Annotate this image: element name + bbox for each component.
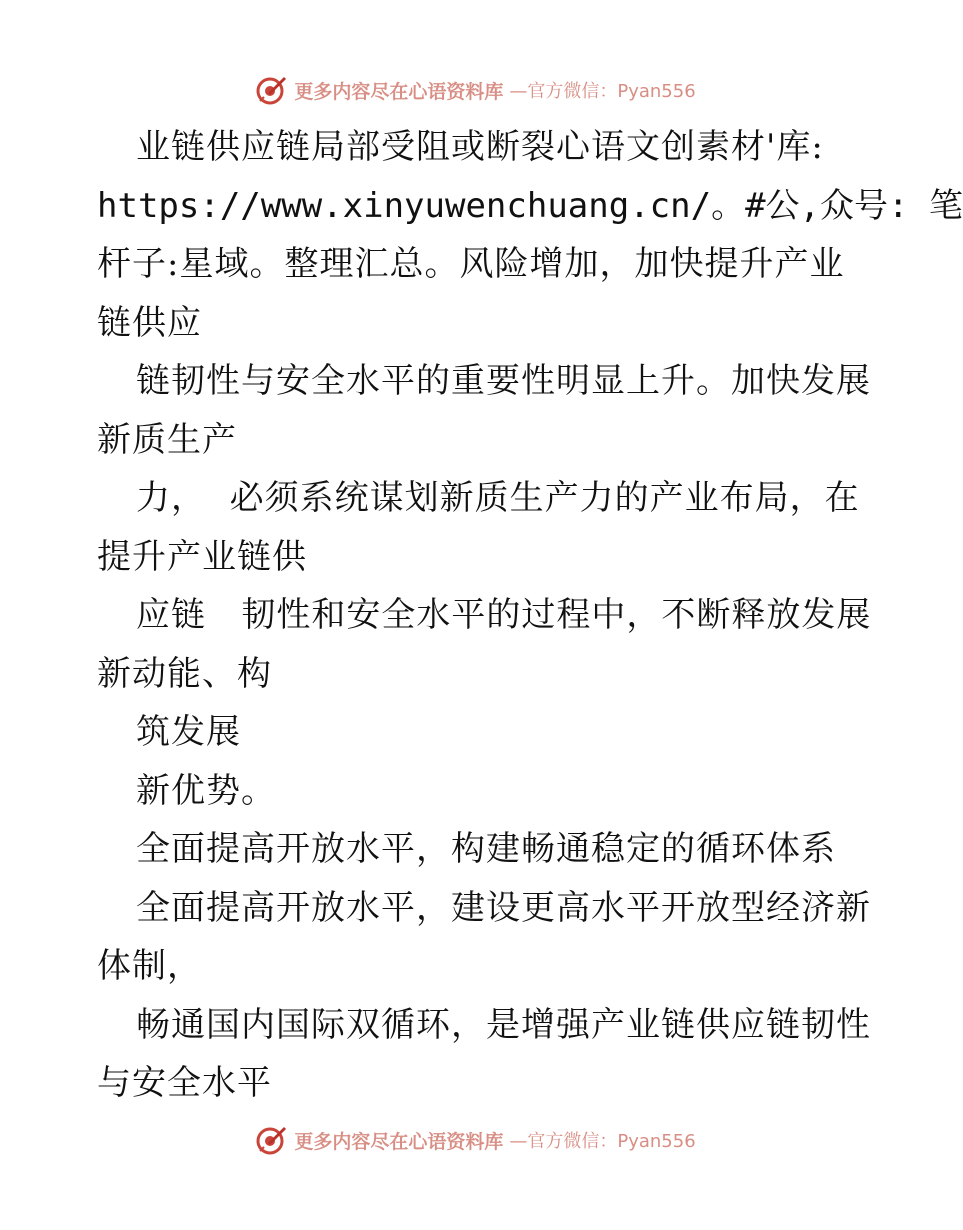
body-line-14: 全面提高开放水平，建设更高水平开放型经济新 [136, 887, 871, 928]
body-line-4: 链供应 [97, 302, 202, 343]
body-line-1: 业链供应链局部受阻或断裂心语文创素材'库: [136, 127, 824, 167]
body-line-2: https://www.xinyuwenchuang.cn/。#公,众号: 笔 [97, 185, 963, 226]
footer-banner [0, 1120, 950, 1160]
document-body [97, 118, 963, 1113]
footer-banner-title: 更多内容尽在心语资料库 [294, 1130, 504, 1153]
pen-logo-icon [254, 73, 288, 107]
body-line-12: 新优势。 [136, 770, 276, 811]
header-banner-title: 更多内容尽在心语资料库 [294, 80, 504, 103]
footer-banner-inner [254, 1123, 695, 1157]
body-line-6: 新质生产 [97, 419, 237, 460]
body-line-8: 提升产业链供 [97, 536, 307, 577]
body-line-10: 新动能、构 [97, 653, 272, 694]
body-line-11: 筑发展 [136, 712, 241, 752]
body-line-9: 应链 韧性和安全水平的过程中，不断释放发展 [136, 595, 872, 635]
body-line-15: 体制， [97, 946, 202, 986]
footer-banner-contact: —官方微信：Pyan556 [509, 1131, 696, 1152]
header-banner [0, 70, 950, 110]
header-banner-inner [254, 73, 695, 107]
header-banner-contact: —官方微信：Pyan556 [509, 81, 696, 102]
body-line-16: 畅通国内国际双循环，是增强产业链供应链韧性 [136, 1004, 871, 1045]
body-line-7: 力， 必须系统谋划新质生产力的产业布局，在 [136, 478, 860, 518]
body-line-13: 全面提高开放水平，构建畅通稳定的循环体系 [136, 829, 836, 869]
body-line-5: 链韧性与安全水平的重要性明显上升。加快发展 [136, 361, 871, 401]
body-line-3: 杆子:星域。整理汇总。风险增加，加快提升产业 [97, 244, 845, 284]
pen-logo-icon [254, 1123, 288, 1157]
body-line-17: 与安全水平 [97, 1063, 272, 1103]
